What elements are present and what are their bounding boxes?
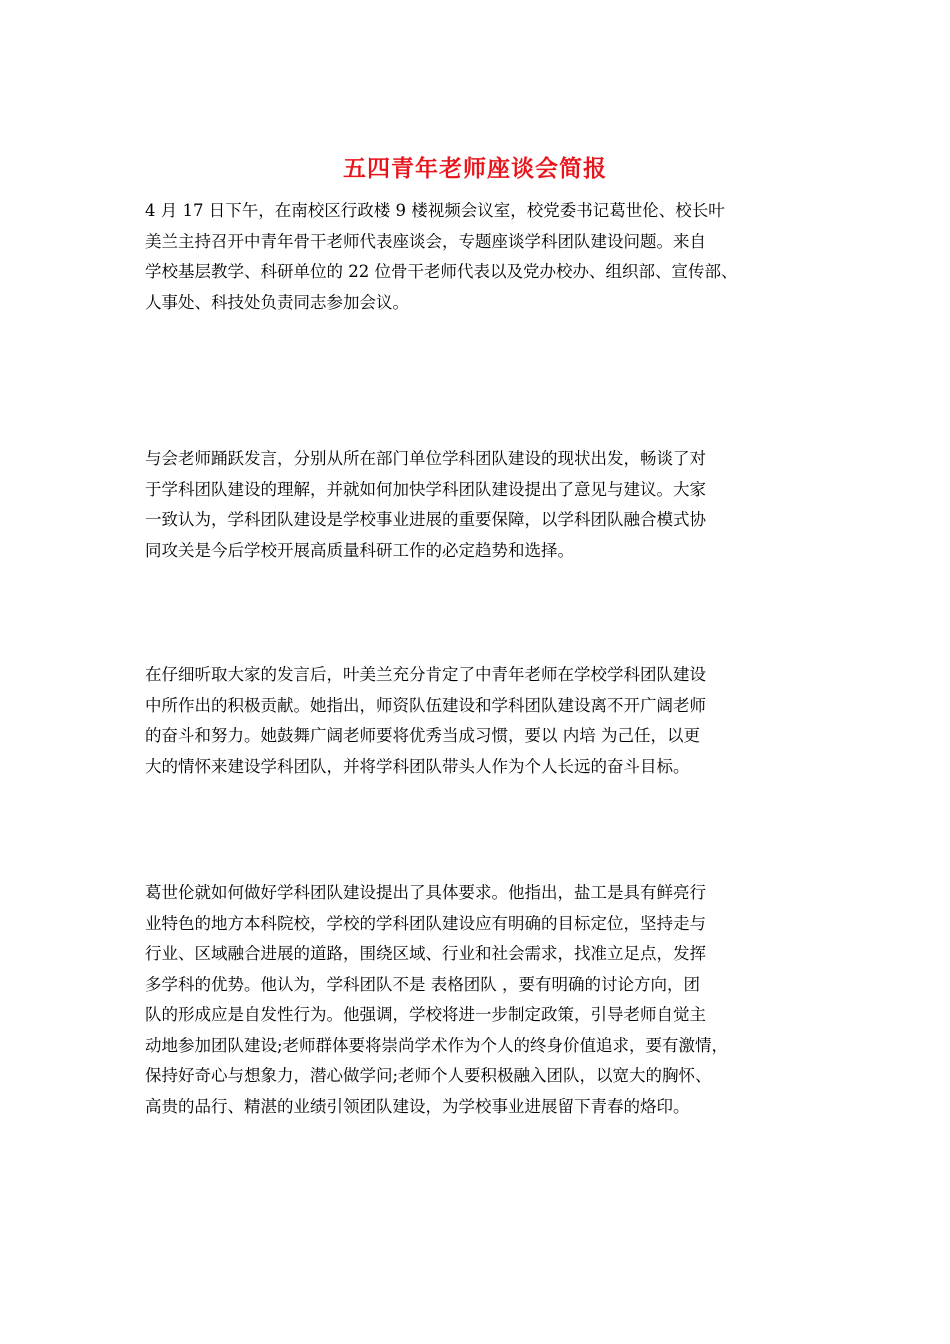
paragraph-line: 美兰主持召开中青年骨干老师代表座谈会，专题座谈学科团队建设问题。来自 bbox=[145, 231, 706, 251]
paragraph-line: 动地参加团队建设;老师群体要将崇尚学术作为个人的终身价值追求，要有激情， bbox=[145, 1035, 729, 1055]
paragraph-4 bbox=[145, 878, 825, 1122]
paragraph-3 bbox=[145, 660, 825, 782]
paragraph-line: 业特色的地方本科院校，学校的学科团队建设应有明确的目标定位，坚持走与 bbox=[145, 913, 706, 933]
page-title: 五四青年老师座谈会简报 bbox=[343, 155, 607, 182]
paragraph-1 bbox=[145, 196, 825, 318]
paragraph-2 bbox=[145, 444, 825, 566]
paragraph-line: 的奋斗和努力。她鼓舞广阔老师要将优秀当成习惯，要以 内培 为己任，以更 bbox=[145, 726, 700, 745]
paragraph-line: 葛世伦就如何做好学科团队建设提出了具体要求。他指出，盐工是具有鲜亮行 bbox=[145, 883, 706, 902]
paragraph-line: 人事处、科技处负责同志参加会议。 bbox=[145, 292, 409, 312]
paragraph-line: 大的情怀来建设学科团队，并将学科团队带头人作为个人长远的奋斗目标。 bbox=[145, 756, 690, 776]
paragraph-line: 中所作出的积极贡献。她指出，师资队伍建设和学科团队建设离不开广阔老师 bbox=[145, 695, 706, 715]
paragraph-line: 高贵的品行、精湛的业绩引领团队建设，为学校事业进展留下青春的烙印。 bbox=[145, 1096, 690, 1116]
paragraph-line: 保持好奇心与想象力，潜心做学问;老师个人要积极融入团队，以宽大的胸怀、 bbox=[145, 1066, 712, 1085]
paragraph-line: 于学科团队建设的理解，并就如何加快学科团队建设提出了意见与建议。大家 bbox=[145, 479, 706, 499]
paragraph-line: 同攻关是今后学校开展高质量科研工作的必定趋势和选择。 bbox=[145, 540, 574, 560]
paragraph-line: 队的形成应是自发性行为。他强调，学校将进一步制定政策，引导老师自觉主 bbox=[145, 1005, 706, 1024]
paragraph-line: 在仔细听取大家的发言后，叶美兰充分肯定了中青年老师在学校学科团队建设 bbox=[145, 665, 706, 684]
paragraph-line: 与会老师踊跃发言，分别从所在部门单位学科团队建设的现状出发，畅谈了对 bbox=[145, 449, 706, 468]
paragraph-line: 多学科的优势。他认为，学科团队不是 表格团队 ，要有明确的讨论方向，团 bbox=[145, 974, 700, 994]
paragraph-line: 学校基层教学、科研单位的 22 位骨干老师代表以及党办校办、组织部、宣传部、 bbox=[145, 262, 738, 281]
paragraph-line: 行业、区域融合进展的道路，围绕区域、行业和社会需求，找准立足点，发挥 bbox=[145, 944, 706, 963]
paragraph-line: 4 月 17 日下午，在南校区行政楼 9 楼视频会议室，校党委书记葛世伦、校长叶 bbox=[145, 201, 725, 220]
paragraph-line: 一致认为，学科团队建设是学校事业进展的重要保障，以学科团队融合模式协 bbox=[145, 510, 706, 529]
